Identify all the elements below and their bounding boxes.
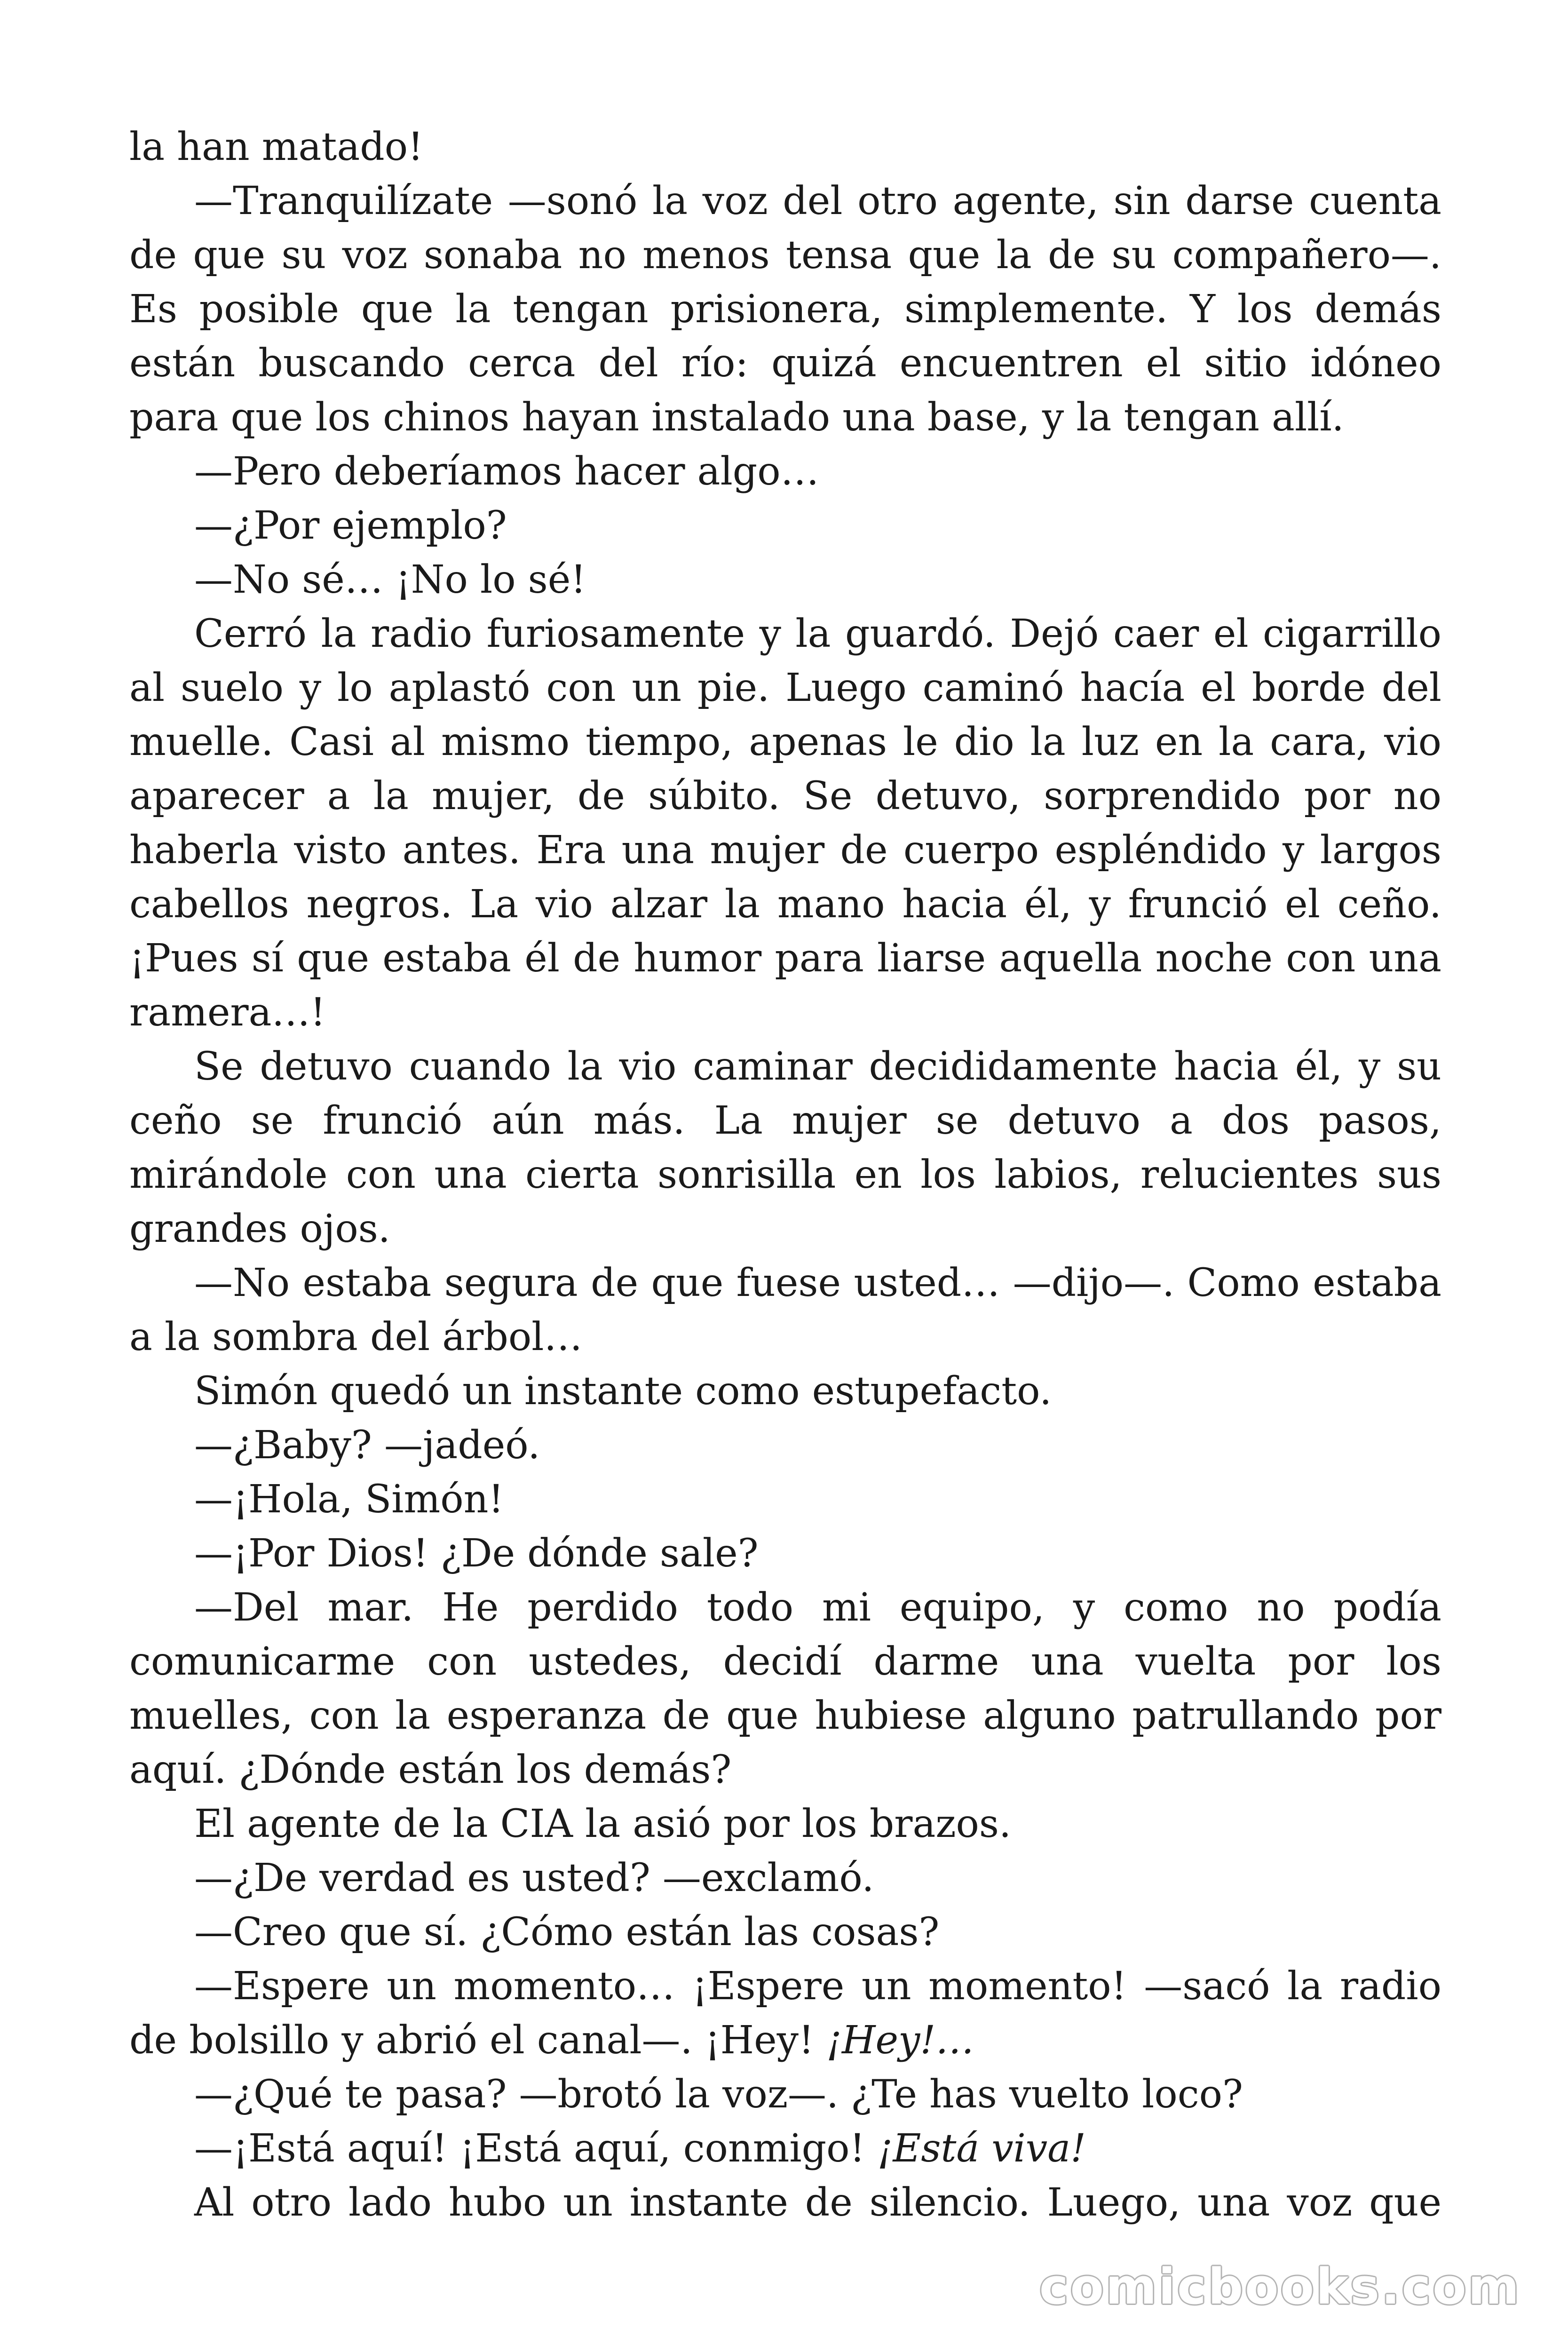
paragraph: Simón quedó un instante como estupefacto. bbox=[194, 1369, 1052, 1414]
paragraph: —Tranquilízate —sonó la voz del otro agente, sin darse cuenta de que su voz sonaba no menos tensa que la de su compañero—. Es posible que la tengan prisionera, simplemente. Y los demás están buscando cerca del río: quizá encuentren el sitio idóneo para que los chinos hayan instalado una base, y la tengan allí. bbox=[129, 179, 1441, 440]
paragraph: —¿Por ejemplo? bbox=[194, 503, 507, 548]
italic-text: ¡Hey!… bbox=[826, 2018, 974, 2063]
paragraph: —Pero deberíamos hacer algo… bbox=[194, 449, 819, 494]
book-page-text bbox=[129, 120, 1441, 2246]
paragraph: —¡Por Dios! ¿De dónde sale? bbox=[194, 1531, 759, 1576]
paragraph: Se detuvo cuando la vio caminar decididamente hacia él, y su ceño se frunció aún más. La mujer se detuvo a dos pasos, mirándole con una cierta sonrisilla en los labios, relucientes sus grandes ojos. bbox=[129, 1044, 1441, 1251]
paragraph: —¿Baby? —jadeó. bbox=[194, 1423, 540, 1468]
watermark-logo: comicbooks.com bbox=[1039, 2258, 1521, 2315]
paragraph: —¿De verdad es usted? —exclamó. bbox=[194, 1856, 874, 1900]
paragraph: Al otro lado hubo un instante de silencio. Luego, una voz que bbox=[194, 2180, 1441, 2225]
paragraph: —¡Está aquí! ¡Está aquí, conmigo! ¡Está viva! bbox=[194, 2126, 1086, 2171]
paragraph: —¡Hola, Simón! bbox=[194, 1477, 504, 1522]
italic-text: ¡Está viva! bbox=[877, 2126, 1086, 2171]
paragraph: —¿Qué te pasa? —brotó la voz—. ¿Te has vuelto loco? bbox=[194, 2072, 1243, 2117]
paragraph: —No sé… ¡No lo sé! bbox=[194, 557, 586, 602]
paragraph: —Del mar. He perdido todo mi equipo, y como no podía comunicarme con ustedes, decidí darme una vuelta por los muelles, con la esperanza de que hubiese alguno patrullando por aquí. ¿Dónde están los demás? bbox=[129, 1585, 1441, 1792]
paragraph: —No estaba segura de que fuese usted… —dijo—. Como estaba a la sombra del árbol… bbox=[129, 1261, 1441, 1359]
paragraph: —Creo que sí. ¿Cómo están las cosas? bbox=[194, 1910, 940, 1955]
paragraph: Cerró la radio furiosamente y la guardó. Dejó caer el cigarrillo al suelo y lo aplastó con un pie. Luego caminó hacía el borde del muelle. Casi al mismo tiempo, apenas le dio la luz en la cara, vio aparecer a la mujer, de súbito. Se detuvo, sorprendido por no haberla visto antes. Era una mujer de cuerpo espléndido y largos cabellos negros. La vio alzar la mano hacia él, y frunció el ceño. ¡Pues sí que estaba él de humor para liarse aquella noche con una ramera…! bbox=[129, 612, 1441, 1035]
paragraph: —Espere un momento… ¡Espere un momento! —sacó la radio de bolsillo y abrió el canal—. ¡Hey! ¡Hey!… bbox=[129, 1964, 1441, 2063]
paragraph: la han matado! bbox=[129, 125, 424, 169]
paragraph: El agente de la CIA la asió por los brazos. bbox=[194, 1802, 1012, 1846]
